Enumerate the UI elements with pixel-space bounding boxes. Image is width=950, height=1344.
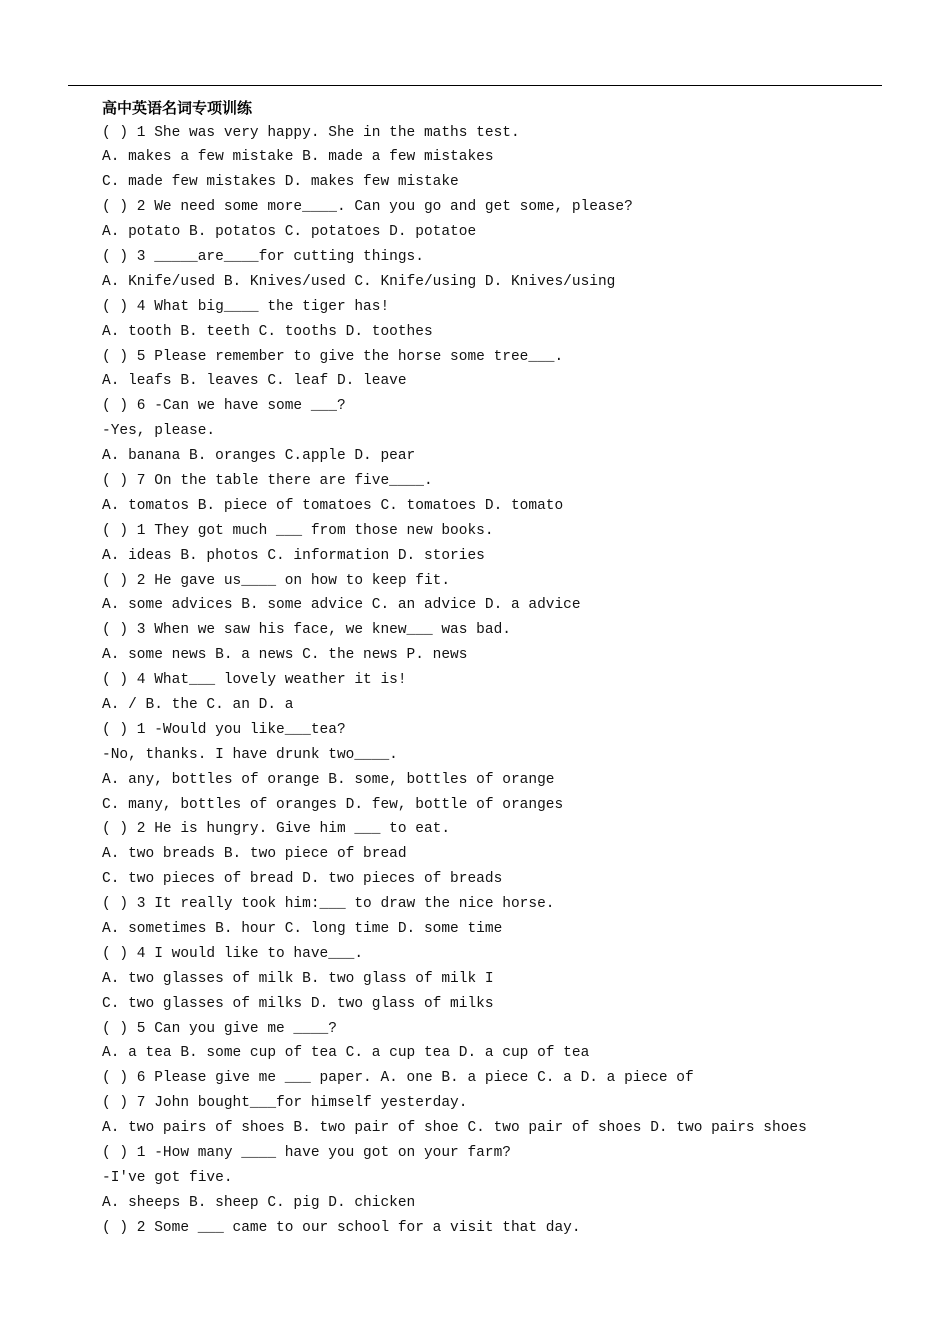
header-rule <box>68 85 882 86</box>
document-title: 高中英语名词专项训练 <box>102 99 253 117</box>
text-line: C. made few mistakes D. makes few mistake <box>102 174 459 191</box>
text-line: ( ) 6 -Can we have some ___? <box>102 398 346 415</box>
text-line: ( ) 1 -Would you like___tea? <box>102 721 346 738</box>
text-line: -I've got five. <box>102 1169 233 1186</box>
text-line: ( ) 3 _____are____for cutting things. <box>102 248 424 265</box>
text-line: A. banana B. oranges C.apple D. pear <box>102 448 416 465</box>
text-line: ( ) 4 I would like to have___. <box>102 945 364 962</box>
text-line: A. sometimes B. hour C. long time D. some time <box>102 921 503 937</box>
text-line: A. makes a few mistake B. made a few mistakes <box>102 149 494 166</box>
text-line: ( ) 4 What___ lovely weather it is! <box>102 672 407 689</box>
question-list <box>102 121 807 1241</box>
text-line: A. tooth B. teeth C. tooths D. toothes <box>102 323 433 340</box>
text-line: ( ) 3 When we saw his face, we knew___ was bad. <box>102 622 511 639</box>
text-line: ( ) 6 Please give me ___ paper. A. one B. a piece C. a D. a piece of <box>102 1070 694 1087</box>
text-line: A. some news B. a news C. the news P. news <box>102 647 468 664</box>
text-line: ( ) 2 Some ___ came to our school for a visit that day. <box>102 1219 581 1236</box>
text-line: -Yes, please. <box>102 423 216 440</box>
text-line: ( ) 1 -How many ____ have you got on your farm? <box>102 1145 511 1162</box>
text-line: A. two glasses of milk B. two glass of milk I <box>102 970 494 987</box>
text-line: ( ) 4 What big____ the tiger has! <box>102 298 390 315</box>
text-line: C. many, bottles of oranges D. few, bottle of oranges <box>102 796 564 813</box>
text-line: A. two pairs of shoes B. two pair of shoe C. two pair of shoes D. two pairs shoes <box>102 1120 807 1137</box>
text-line: A. potato B. potatos C. potatoes D. potatoe <box>102 224 477 241</box>
text-line: -No, thanks. I have drunk two____. <box>102 746 398 763</box>
text-line: A. ideas B. photos C. information D. stories <box>102 547 485 564</box>
text-line: A. some advices B. some advice C. an advice D. a advice <box>102 597 581 614</box>
text-line: ( ) 7 On the table there are five____. <box>102 472 433 489</box>
text-line: A. two breads B. two piece of bread <box>102 846 407 863</box>
text-line: ( ) 1 She was very happy. She in the maths test. <box>102 124 520 141</box>
text-line: A. any, bottles of orange B. some, bottles of orange <box>102 771 555 788</box>
text-line: ( ) 2 He gave us____ on how to keep fit. <box>102 572 451 589</box>
text-line: ( ) 3 It really took him:___ to draw the nice horse. <box>102 896 555 913</box>
text-line: A. leafs B. leaves C. leaf D. leave <box>102 373 407 390</box>
text-line: ( ) 5 Can you give me ____? <box>102 1020 337 1037</box>
text-line: ( ) 2 We need some more____. Can you go and get some, please? <box>102 199 633 216</box>
text-line: A. / B. the C. an D. a <box>102 696 294 713</box>
text-line: ( ) 1 They got much ___ from those new books. <box>102 522 494 539</box>
text-line: C. two pieces of bread D. two pieces of breads <box>102 871 503 888</box>
text-line: A. sheeps B. sheep C. pig D. chicken <box>102 1194 416 1211</box>
text-line: ( ) 5 Please remember to give the horse some tree___. <box>102 348 564 365</box>
text-line: ( ) 7 John bought___for himself yesterday. <box>102 1095 468 1112</box>
text-line: A. tomatos B. piece of tomatoes C. tomatoes D. tomato <box>102 497 564 514</box>
text-line: ( ) 2 He is hungry. Give him ___ to eat. <box>102 821 451 838</box>
text-line: A. Knife/used B. Knives/used C. Knife/using D. Knives/using <box>102 273 616 290</box>
text-line: A. a tea B. some cup of tea C. a cup tea D. a cup of tea <box>102 1045 590 1062</box>
text-line: C. two glasses of milks D. two glass of milks <box>102 995 494 1012</box>
